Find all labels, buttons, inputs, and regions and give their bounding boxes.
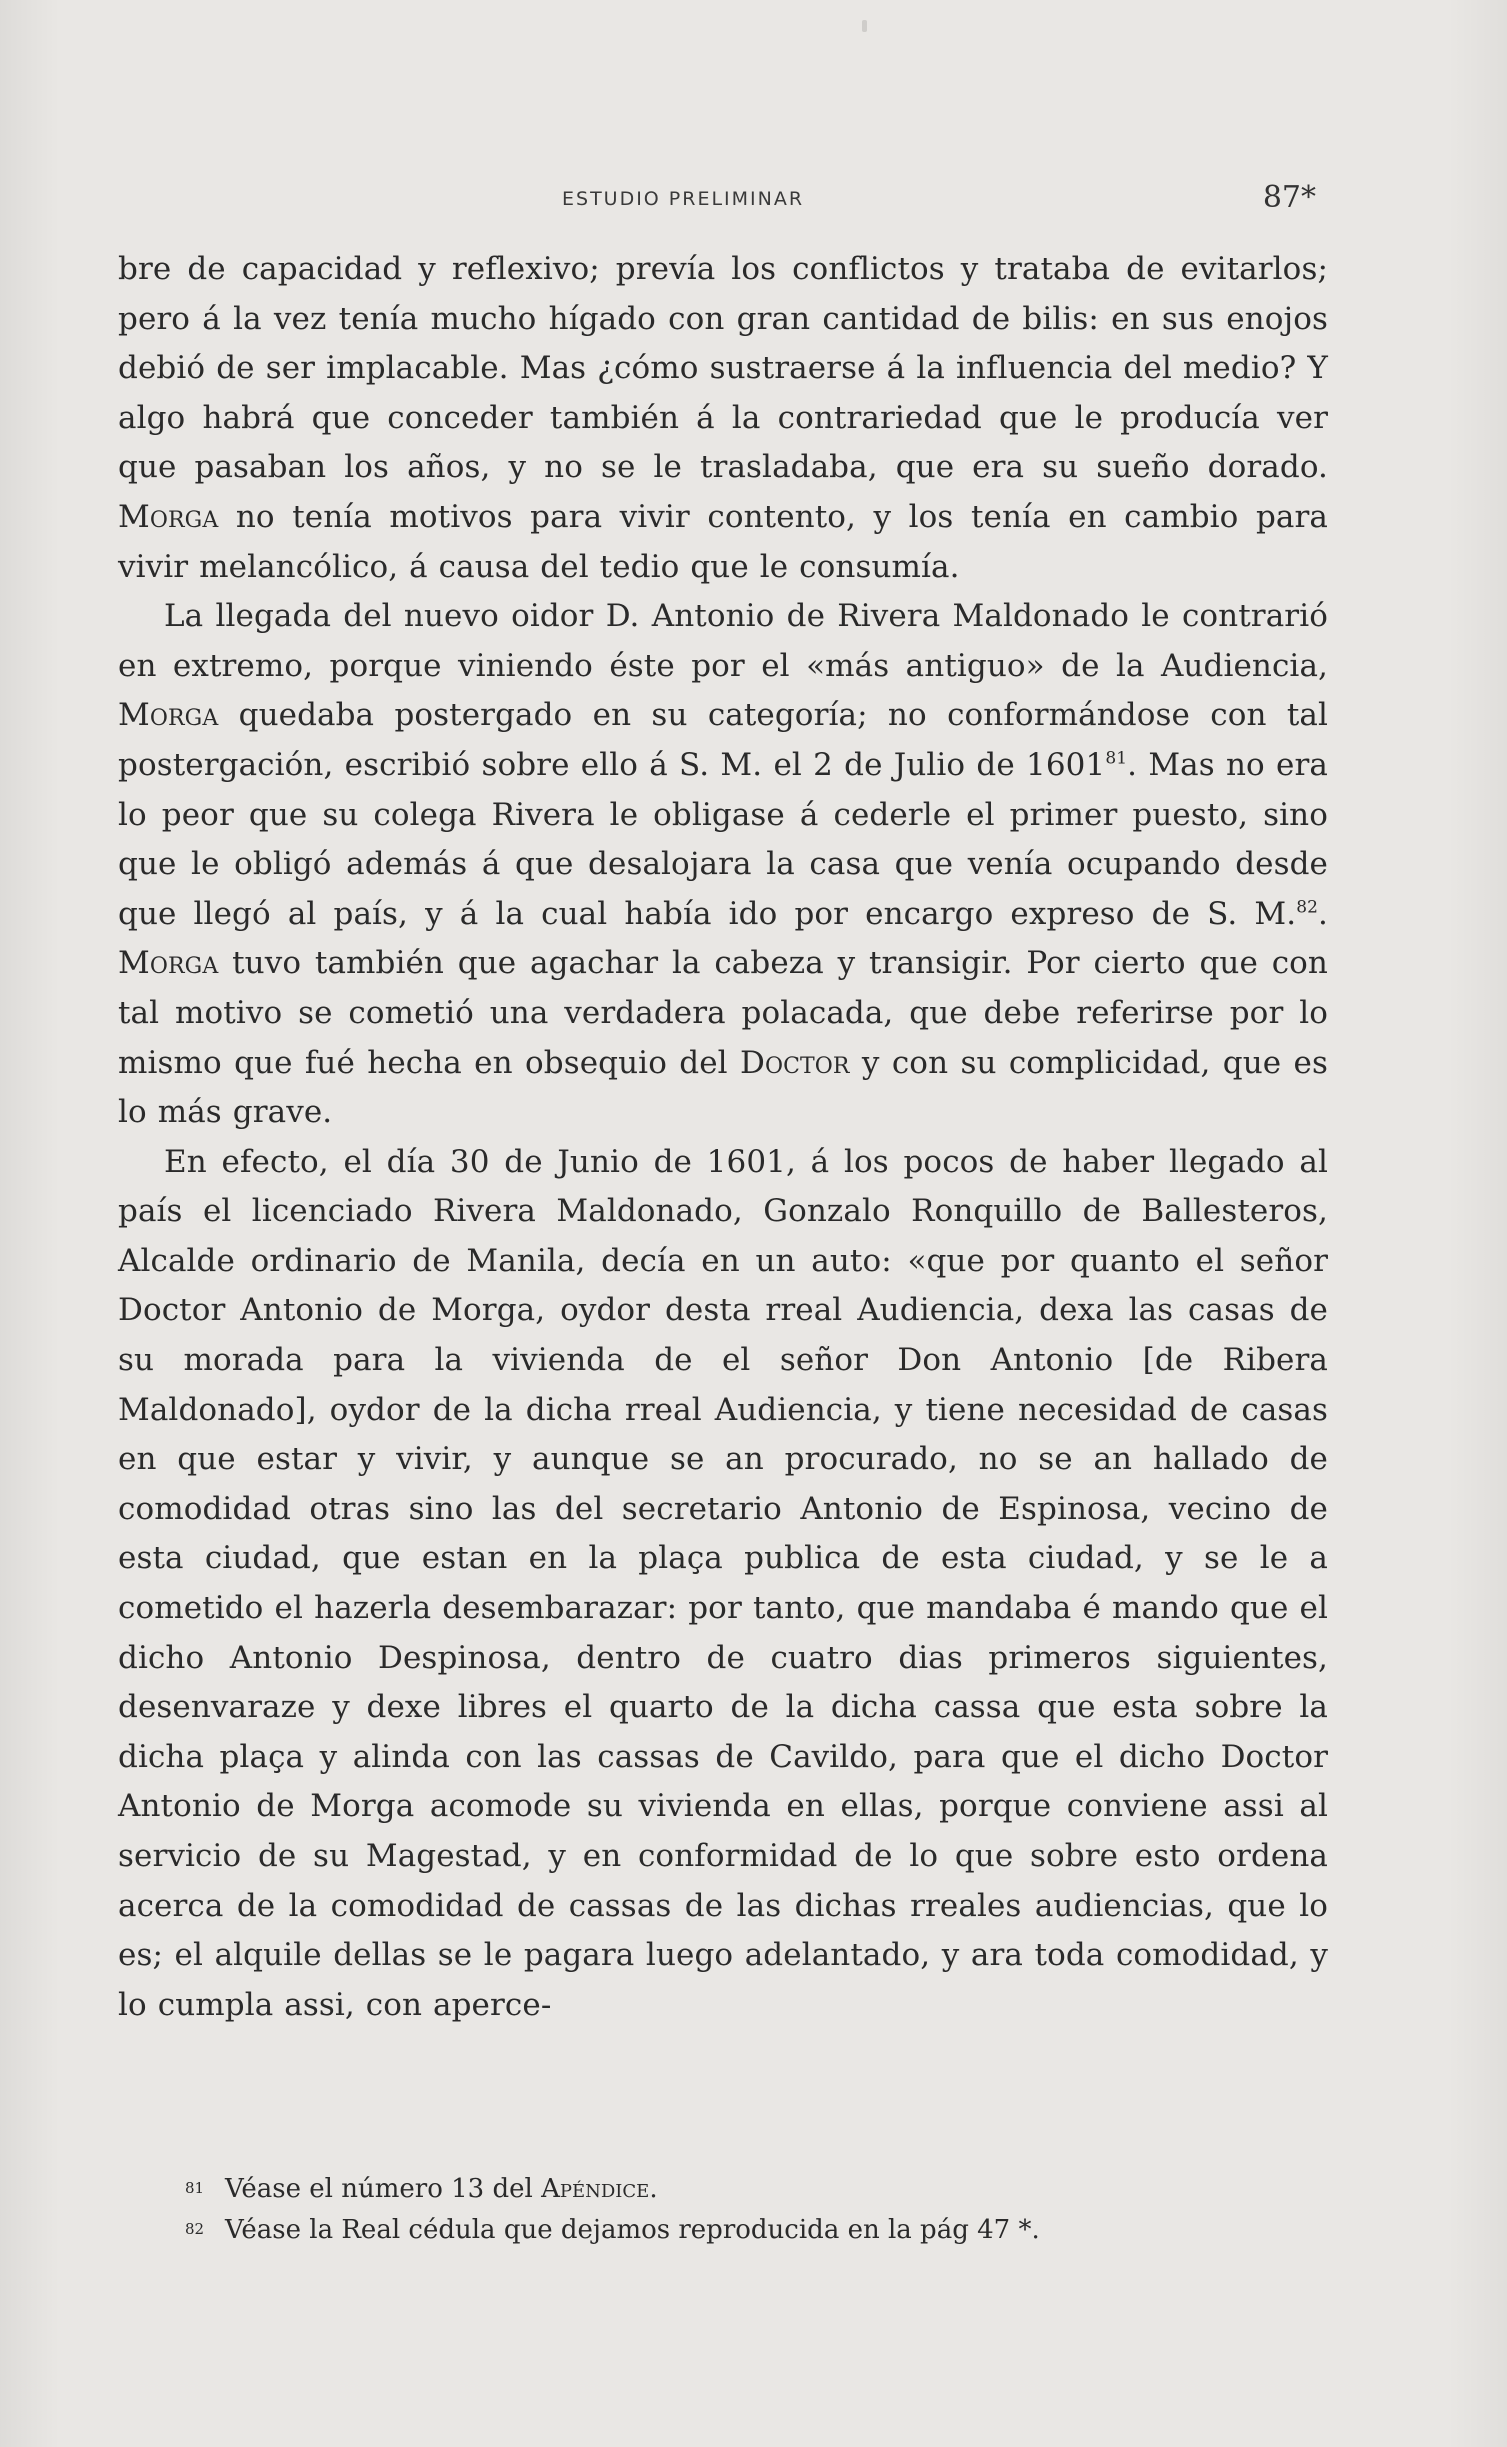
footnote-reference: Apéndice (541, 2174, 650, 2204)
paragraph-3 (118, 1138, 1328, 2031)
paragraph-3-text: En efecto, el día 30 de Junio de 1601, á los pocos de haber llegado al país el licenciado Rivera Maldonado, Gonzalo Ronquillo de Ballesteros, Alcalde ordinario de Manila, decía en un auto: «que por quanto el señor Doctor Antonio de Morga, oydor desta rreal Audiencia, dexa las casas de su morada para la vivienda de el señor Don Antonio [de Ribera Maldonado], oydor de la dicha rreal Audiencia, y tiene necesidad de casas en que estar y vivir, y aunque se an procurado, no se an hallado de comodidad otras sino las del secretario Antonio de Espinosa, vecino de esta ciudad, que estan en la plaça publica de esta ciudad, y se le a cometido el hazerla desembarazar: por tanto, que mandaba é mando que el dicho Antonio Despinosa, dentro de cuatro dias primeros siguientes, desenvaraze y dexe libres el quarto de la dicha cassa que esta sobre la dicha plaça y alinda con las cassas de Cavildo, para que el dicho Doctor Antonio de Morga acomode su vivienda en ellas, porque conviene assi al servicio de su Magestad, y en conformidad de lo que sobre esto ordena acerca de la comodidad de cassas de las dichas rreales audiencias, que lo es; el alquile dellas se le pagara luego adelantado, y ara toda comodidad, y lo cumpla assi, con aperce- (118, 1143, 1328, 2023)
paragraph-1-end: no tenía motivos para vivir contento, y los tenía en cambio para vivir melancólico, á causa del tedio que le consumía. (118, 498, 1328, 585)
footnote-text: Véase la Real cédula que dejamos reproducida en la pág 47 *. (225, 2215, 1040, 2245)
paragraph-1 (118, 245, 1328, 592)
footnote-81 (185, 2168, 1325, 2209)
footnote-text: Véase el número 13 del (225, 2174, 533, 2204)
name-doctor: Doctor (740, 1044, 850, 1081)
paper-speck (862, 20, 867, 32)
footnote-ref-81: 81 (1105, 748, 1128, 769)
footnote-number: 81 (185, 2179, 205, 2197)
body-text (118, 245, 1328, 2030)
name-morga: Morga (118, 498, 219, 535)
paragraph-2-part-e: tuvo también que agachar la cabeza y transigir. Por cierto que con tal motivo se cometió una verdadera polacada, que debe referirse por lo mismo que fué hecha en obsequio del (118, 945, 1328, 1081)
footnote-ref-82: 82 (1296, 897, 1319, 918)
name-morga: Morga (118, 697, 219, 734)
footnote-82 (185, 2209, 1325, 2250)
running-head (118, 180, 1328, 220)
page-edge-shadow-right (1447, 0, 1507, 2447)
paragraph-1-text: bre de capacidad y reflexivo; prevía los conflictos y trataba de evitarlos; pero á la vez tenía mucho hígado con gran cantidad de bilis: en sus enojos debió de ser implacable. Mas ¿cómo sustraerse á la influencia del medio? Y algo habrá que conceder también á la contrariedad que le producía ver que pasaban los años, y no se le trasladaba, que era su sueño dorado. (118, 251, 1328, 486)
paragraph-2-part-f: y con su complicidad, que es lo más grave. (118, 1044, 1328, 1131)
running-title: ESTUDIO PRELIMINAR (562, 188, 805, 210)
name-morga: Morga (118, 945, 219, 982)
footnote-number: 82 (185, 2220, 205, 2238)
paragraph-2-part-a: La llegada del nuevo oidor D. Antonio de Rivera Maldonado le contrarió en extremo, porque viniendo éste por el «más antiguo» de la Audiencia, (118, 598, 1328, 684)
footnotes (185, 2168, 1325, 2250)
paragraph-2-part-c: . Mas no era lo peor que su colega Rivera le obligase á cederle el primer puesto, sino que le obligó además á que desalojara la casa que venía ocupando desde que llegó al país, y á la cual había ido por encargo expreso de S. M. (118, 746, 1328, 932)
paragraph-2-part-b: quedaba postergado en su categoría; no conformándose con tal postergación, escribió sobre ello á S. M. el 2 de Julio de 1601 (118, 697, 1328, 783)
footnote-text-end: . (649, 2174, 658, 2204)
page-edge-shadow-left (0, 0, 60, 2447)
paragraph-2 (118, 592, 1328, 1138)
paragraph-2-part-d: . (1318, 895, 1328, 932)
page-number: 87* (1262, 180, 1316, 215)
